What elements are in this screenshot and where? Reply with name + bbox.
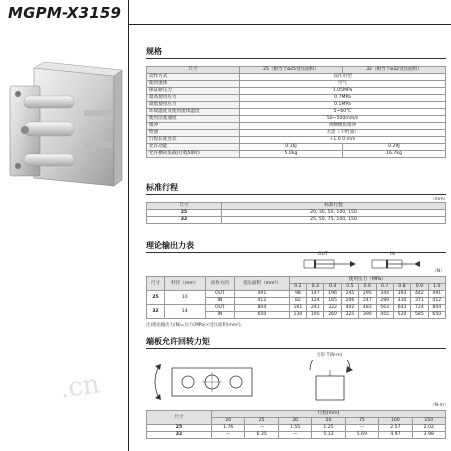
spec-value: 5~60℃ xyxy=(240,109,446,116)
out-label: OUT xyxy=(318,252,328,257)
spec-key: 动作方式 xyxy=(147,74,240,81)
force-value: 491 xyxy=(428,291,445,298)
torque-table xyxy=(146,410,446,439)
pressure-header: 0.6 xyxy=(359,284,376,291)
spec-value: 两侧橡胶缓冲 xyxy=(240,123,446,130)
force-value: 245 xyxy=(341,291,358,298)
force-value: 393 xyxy=(393,291,410,298)
pressure-header: 0.2 xyxy=(289,284,306,291)
torque-header-size: 尺寸 xyxy=(147,411,212,425)
spec-value-32: 16.7kg xyxy=(343,151,446,158)
torque-value: 2.02 xyxy=(412,425,445,432)
torque-value: 4.97 xyxy=(379,432,412,439)
torque-heading: 端板允许回转力矩 xyxy=(146,336,446,349)
torque-value: 1.55 xyxy=(278,425,311,432)
spec-value-32: 0.29J xyxy=(343,144,446,151)
torque-value: 1.76 xyxy=(212,425,245,432)
table-row xyxy=(147,88,446,95)
stroke-table xyxy=(146,202,446,224)
force-heading: 理论输出力表 xyxy=(146,240,446,253)
torque-stroke-header: 50 xyxy=(312,418,345,425)
force-value: 585 xyxy=(411,312,428,319)
in-label: IN xyxy=(390,252,395,257)
spec-value: +1.0 0 mm xyxy=(240,137,446,144)
table-row xyxy=(147,217,446,224)
torque-label: 力矩 T(N·m) xyxy=(316,353,343,358)
pressure-header: 0.4 xyxy=(324,284,341,291)
force-value: 442 xyxy=(411,291,428,298)
spec-value-25: 0.16J xyxy=(240,144,343,151)
stroke-unit: （mm） xyxy=(430,197,449,202)
force-value: 295 xyxy=(359,291,376,298)
force-note: 注)理论输出力(N)=压力(MPa)×受压面积(mm²)。 xyxy=(146,323,245,328)
force-value: 260 xyxy=(324,312,341,319)
force-value: 455 xyxy=(376,312,393,319)
page-title: MGPM-X3159 xyxy=(8,4,122,22)
force-header-area: 受压面积（mm²） xyxy=(235,277,290,291)
spec-value: 50~500mm/s xyxy=(240,116,446,123)
force-area: 804 xyxy=(235,305,290,312)
force-value: 165 xyxy=(324,298,341,305)
vertical-divider xyxy=(128,0,129,451)
force-header-dir: 动作方向 xyxy=(205,277,234,291)
torque-stroke-header: 30 xyxy=(278,418,311,425)
spec-header-size: 尺寸 xyxy=(147,67,240,74)
force-value: 344 xyxy=(376,291,393,298)
force-area: 491 xyxy=(235,291,290,298)
spec-key: 允许横向负载(行程50时) xyxy=(147,151,240,158)
table-row xyxy=(147,291,446,298)
torque-stroke-header: 150 xyxy=(412,418,445,425)
table-row xyxy=(147,102,446,109)
force-value: 724 xyxy=(411,305,428,312)
torque-size: 32 xyxy=(147,432,212,439)
force-value: 520 xyxy=(393,312,410,319)
force-value: 130 xyxy=(289,312,306,319)
stroke-header-size: 尺寸 xyxy=(147,203,222,210)
spec-key: 缓冲 xyxy=(147,123,240,130)
torque-value: 5.69 xyxy=(345,432,378,439)
spec-table xyxy=(146,66,446,158)
table-row xyxy=(147,210,446,217)
spec-value: 0.1MPa xyxy=(240,102,446,109)
torque-stroke-header: 20 xyxy=(212,418,245,425)
spec-value: 1.05MPa xyxy=(240,88,446,95)
force-value: 82 xyxy=(289,298,306,305)
stroke-values: 25, 50, 75, 100, 150 xyxy=(222,217,446,224)
force-dir: OUT xyxy=(205,291,234,298)
force-value: 371 xyxy=(411,298,428,305)
force-area: 412 xyxy=(235,298,290,305)
spec-key: 最低使用压力 xyxy=(147,102,240,109)
spec-key: 允许动能 xyxy=(147,144,240,151)
torque-value: 3.98 xyxy=(412,432,445,439)
force-unit: （N） xyxy=(432,269,445,274)
force-value: 804 xyxy=(428,305,445,312)
spec-key: 使用活塞速度 xyxy=(147,116,240,123)
torque-unit: （N·m） xyxy=(430,403,449,408)
table-row xyxy=(147,144,446,151)
pressure-header: 0.5 xyxy=(341,284,358,291)
stroke-size: 25 xyxy=(147,210,222,217)
table-row xyxy=(147,432,446,439)
torque-value: 6.35 xyxy=(245,432,278,439)
table-row xyxy=(147,116,446,123)
spec-header-25: 25（相当于ø25受压面积） xyxy=(240,67,343,74)
force-value: 241 xyxy=(307,305,324,312)
force-value: 195 xyxy=(307,312,324,319)
force-value: 330 xyxy=(393,298,410,305)
table-row xyxy=(147,425,446,432)
force-value: 643 xyxy=(393,305,410,312)
pressure-header: 0.8 xyxy=(393,284,410,291)
force-dir: OUT xyxy=(205,305,234,312)
spec-value: 无需（不给油） xyxy=(240,130,446,137)
table-row xyxy=(147,151,446,158)
torque-stroke-header: 25 xyxy=(245,418,278,425)
stroke-size: 32 xyxy=(147,217,222,224)
end-plate-diagram xyxy=(150,360,260,404)
header-rule xyxy=(128,24,451,25)
force-value: 98 xyxy=(289,291,306,298)
spec-key: 环境温度及使用流体温度 xyxy=(147,109,240,116)
force-value: 247 xyxy=(359,298,376,305)
force-size: 32 xyxy=(147,305,165,319)
torque-value: — xyxy=(212,432,245,439)
force-value: 206 xyxy=(341,298,358,305)
force-value: 390 xyxy=(359,312,376,319)
force-rod: 14 xyxy=(164,305,205,319)
spec-key: 给油 xyxy=(147,130,240,137)
stroke-values: 20, 30, 50, 100, 150 xyxy=(222,210,446,217)
spec-value: 空气 xyxy=(240,81,446,88)
spec-key: 最高使用压力 xyxy=(147,95,240,102)
force-value: 412 xyxy=(428,298,445,305)
torque-value: — xyxy=(245,425,278,432)
torque-header-stroke: 行程(mm) xyxy=(212,411,446,418)
table-row xyxy=(147,137,446,144)
force-header-rod: 杆径（mm） xyxy=(164,277,205,291)
stroke-heading: 标准行程 xyxy=(146,182,446,195)
torque-value: — xyxy=(345,425,378,432)
force-value: 650 xyxy=(428,312,445,319)
force-value: 289 xyxy=(376,298,393,305)
force-value: 124 xyxy=(307,298,324,305)
force-value: 483 xyxy=(359,305,376,312)
spec-heading: 规格 xyxy=(146,46,446,59)
table-row xyxy=(147,305,446,312)
force-table xyxy=(146,276,446,319)
torque-rotation-diagram xyxy=(300,360,360,404)
pressure-header: 0.9 xyxy=(411,284,428,291)
spec-header-32: 32（相当于ø32受压面积） xyxy=(343,67,446,74)
force-value: 325 xyxy=(341,312,358,319)
torque-value: — xyxy=(278,432,311,439)
spec-value-25: 5.0kg xyxy=(240,151,343,158)
pressure-header: 1.0 xyxy=(428,284,445,291)
torque-value: 5.13 xyxy=(312,432,345,439)
stroke-header-stroke: 标准行程 xyxy=(222,203,446,210)
table-row xyxy=(147,130,446,137)
force-header-size: 尺寸 xyxy=(147,277,165,291)
watermark-text: .cn xyxy=(58,369,102,405)
force-dir: IN xyxy=(205,298,234,305)
force-value: 147 xyxy=(307,291,324,298)
table-row xyxy=(147,74,446,81)
table-row xyxy=(147,123,446,130)
pressure-header: 0.3 xyxy=(307,284,324,291)
force-rod: 10 xyxy=(164,291,205,305)
spec-value: 0.7MPa xyxy=(240,95,446,102)
force-size: 25 xyxy=(147,291,165,305)
force-area: 650 xyxy=(235,312,290,319)
force-header-pressure: 使用压力（MPa） xyxy=(289,277,445,284)
force-value: 563 xyxy=(376,305,393,312)
table-row xyxy=(147,81,446,88)
pressure-header: 0.7 xyxy=(376,284,393,291)
force-dir: IN xyxy=(205,312,234,319)
force-value: 196 xyxy=(324,291,341,298)
table-row xyxy=(147,109,446,116)
spec-value: 双作用型 xyxy=(240,74,446,81)
table-row xyxy=(147,95,446,102)
torque-stroke-header: 100 xyxy=(379,418,412,425)
force-value: 161 xyxy=(289,305,306,312)
force-value: 402 xyxy=(341,305,358,312)
spec-key: 使用流体 xyxy=(147,81,240,88)
spec-key: 行程长度允差 xyxy=(147,137,240,144)
spec-key: 保证耐压力 xyxy=(147,88,240,95)
torque-value: 2.57 xyxy=(379,425,412,432)
torque-stroke-header: 75 xyxy=(345,418,378,425)
cylinder-product-image xyxy=(4,58,124,198)
torque-size: 25 xyxy=(147,425,212,432)
force-value: 322 xyxy=(324,305,341,312)
torque-value: 1.25 xyxy=(312,425,345,432)
